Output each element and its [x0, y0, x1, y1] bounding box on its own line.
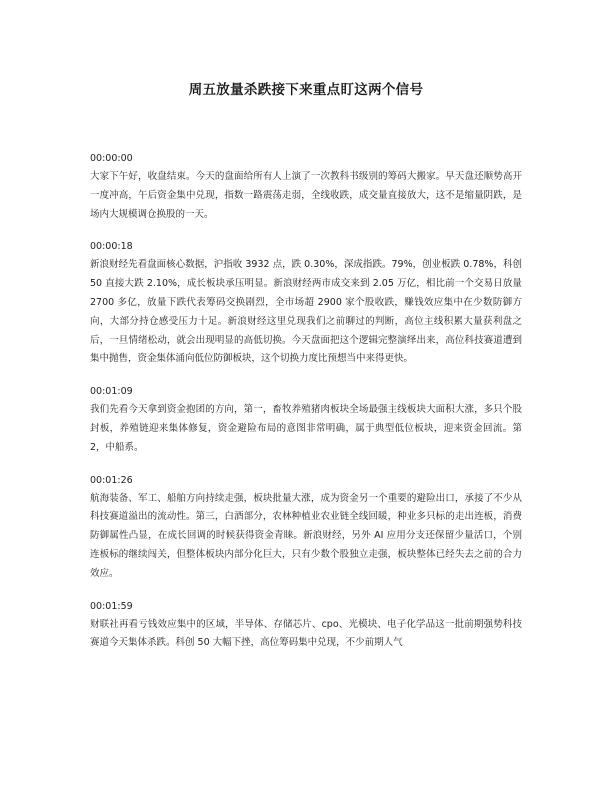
transcript-segment [90, 383, 522, 457]
segment-text: 航海装备、军工、船舶方向持续走强，板块批量大涨，成为资金另一个重要的避险出口，承接了不少从科技赛道溢出的流动性。第三，白酒部分，农林种植业农业链全线回暖，种业多只标的走出连板，消费防御属性凸显，在成长回调的时候获得资金青睐。新浪财经，另外 AI 应用分支还保留少量活口，个别连板标的继续闯关，但整体板块内部分化巨大，只有少数个股独立走强，板块整体已经失去之前的合力效应。 [90, 492, 522, 579]
segment-timestamp: 00:01:59 [90, 600, 133, 612]
transcript-segment [90, 150, 522, 224]
segment-text: 财联社再看亏钱效应集中的区域，半导体、存储芯片、cpo、光模块、电子化学品这一批前期强势科技赛道今天集体杀跌。科创 50 大幅下挫，高位筹码集中兑现，不少前期人气 [90, 618, 522, 649]
transcript-segment [90, 598, 522, 654]
transcript-segment [90, 472, 522, 584]
segment-timestamp: 00:01:09 [90, 386, 133, 398]
segment-timestamp: 00:00:00 [90, 153, 133, 164]
segment-timestamp: 00:01:26 [90, 474, 133, 486]
segment-text: 我们先看今天拿到资金抱团的方向，第一，畜牧养殖猪肉板块全场最强主线板块大面积大涨，多只个股封板，养殖链迎来集体修复，资金避险布局的意图非常明确，属于典型低位板块，迎来资金回流。第 2，中船系。 [90, 404, 522, 453]
document-title: 周五放量杀跌接下来重点盯这两个信号 [188, 82, 424, 98]
transcript-body [90, 150, 522, 667]
segment-timestamp: 00:00:18 [90, 241, 133, 253]
transcript-segment [90, 238, 522, 369]
segment-text: 大家下午好，收盘结束。今天的盘面给所有人上演了一次教科书级别的筹码大搬家。早天盘还顺势高开一度冲高，午后资金集中兑现，指数一路震荡走弱，全线收跌，成交量直接放大，这不是缩量阴跌，是场内大规模调仓换股的一天。 [90, 171, 522, 220]
segment-text: 新浪财经先看盘面核心数据，沪指收 3932 点，跌 0.30%，深成指跌。79%，创业板跌 0.78%，科创 50 直接大跌 2.10%，成长板块承压明显。新浪财经两市成交来到 2.05 万亿，相比前一个交易日放量 2700 多亿，放量下跌代表筹码交换剧烈，全市场超 2900 家个股收跌，赚钱效应集中在少数防御方向，大部分持仓感受压力十足。新浪财经这里兑现我们之前聊过的判断，高位主线积累大量获利盘之后，一旦情绪松动，就会出现明显的高低切换。今天盘面把这个逻辑完整演绎出来，高位科技赛道遭到集中抛售，资金集体涌向低位防御板块，这个切换力度比预想当中来得更快。 [90, 259, 522, 365]
